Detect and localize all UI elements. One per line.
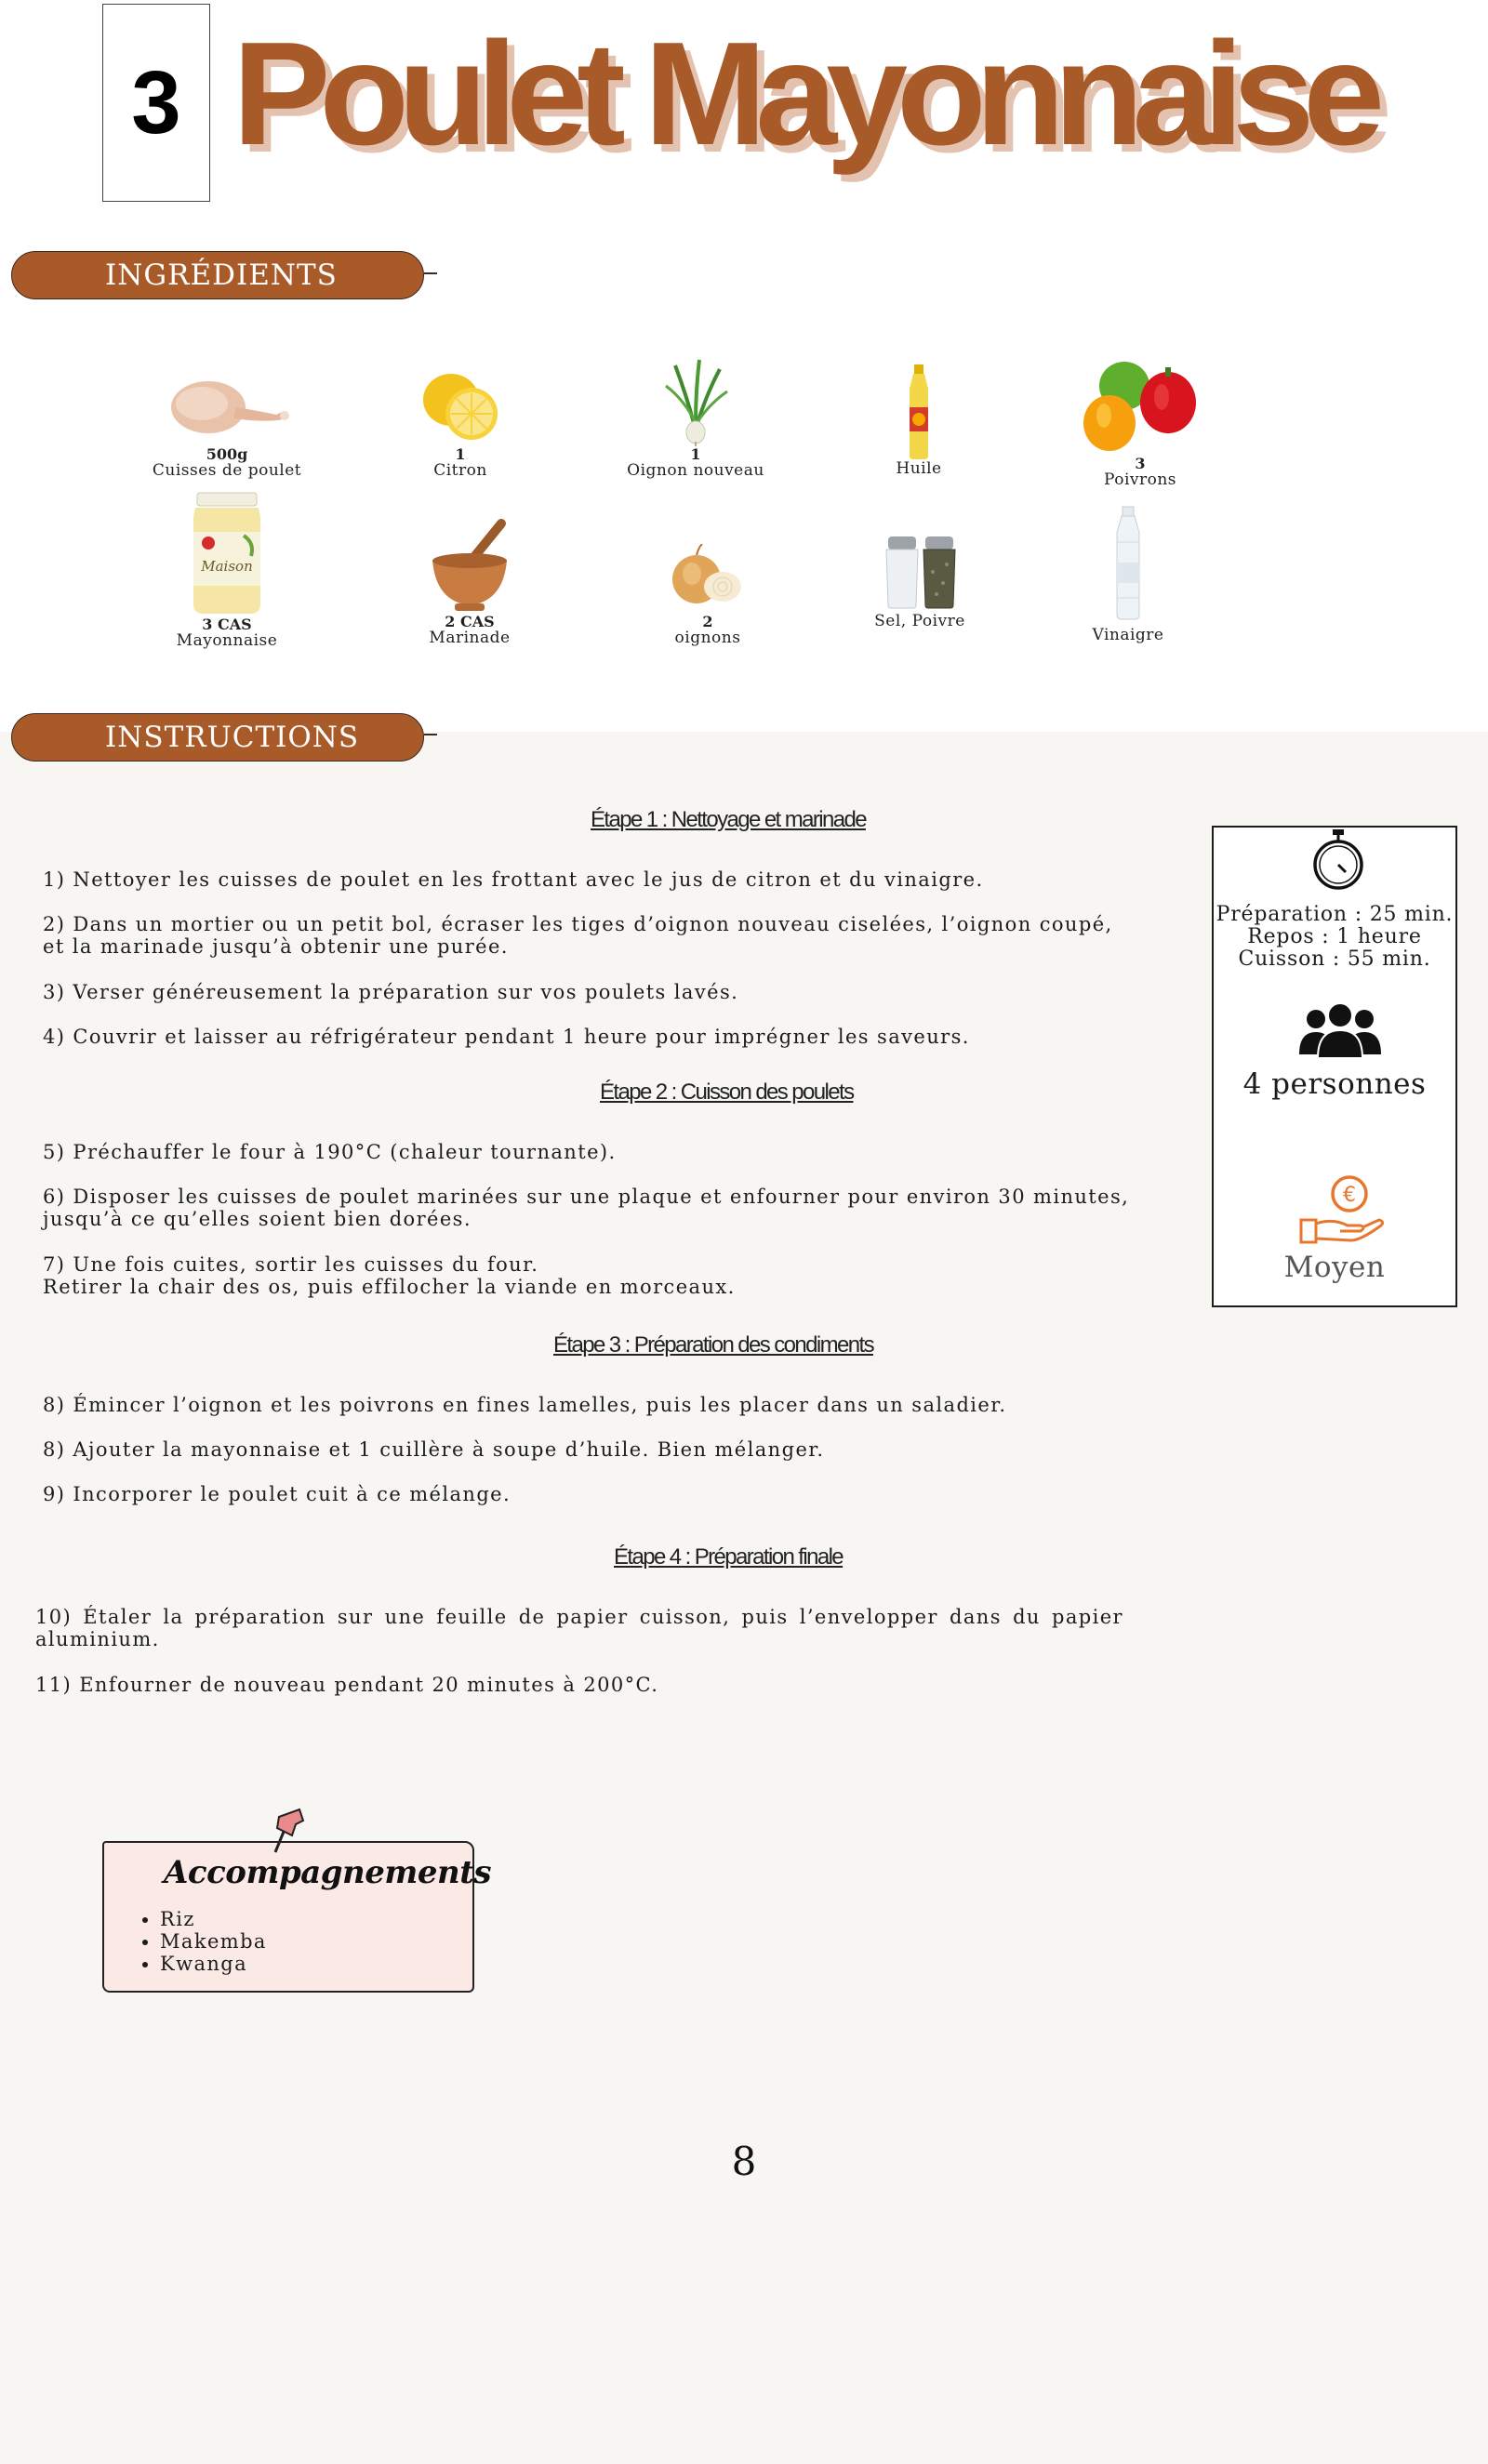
side-item: • Riz [160,1908,267,1930]
servings: 4 personnes [1242,1067,1427,1101]
euro-hand-icon [1295,1173,1388,1248]
step-3-heading: Étape 3 : Préparation des condiments [553,1332,873,1358]
sides-title: Accompagnements [164,1854,492,1891]
instruction-paragraph: 1) Nettoyer les cuisses de poulet en les frottant avec le jus de citron et du vinaigre. [43,868,984,891]
prep-time: Préparation : 25 min. [1216,903,1454,926]
ingredient-qty: 3 CAS [202,616,252,633]
instruction-paragraph: 6) Disposer les cuisses de poulet marinées sur une plaque et enfourner pour environ 30 minutes, jusqu’à ce qu’elles soient bien dorées. [43,1186,1130,1230]
ingredient-label: Poivrons [1103,470,1177,489]
instruction-paragraph: 2) Dans un mortier ou un petit bol, écraser les tiges d’oignon nouveau ciselées, l’oignon coupé, et la marinade jusqu’à obtenir une purée. [43,913,1113,958]
ingredient-label: Cuisses de poulet [152,461,302,480]
ingredients-header [11,251,424,299]
sides-list [130,1908,267,1975]
people-icon [1297,1002,1383,1060]
instruction-paragraph: 5) Préchauffer le four à 190°C (chaleur tournante). [43,1141,617,1163]
cook-time: Cuisson : 55 min. [1238,947,1431,971]
instruction-paragraph: 8) Ajouter la mayonnaise et 1 cuillère à soupe d’huile. Bien mélanger. [43,1438,825,1461]
svg-text:€: € [1343,1184,1356,1207]
ingredient-label: Oignon nouveau [627,461,764,480]
ingredient-marinade [358,516,581,647]
step-1-heading: Étape 1 : Nettoyage et marinade [591,807,866,832]
ingredient-qty: 3 [1135,455,1146,472]
ingredient-peppers [1029,358,1252,489]
instruction-paragraph: 7) Une fois cuites, sortir les cuisses du four. Retirer la chair des os, puis effilocher la viande en morceaux. [43,1253,736,1298]
mortar-pestle-icon [423,516,516,614]
ingredient-vinegar [1016,505,1240,644]
ingredient-label: Mayonnaise [176,631,278,650]
info-times [1214,904,1455,971]
instruction-paragraph: 9) Incorporer le poulet cuit à ce mélange. [43,1483,512,1505]
salt-pepper-icon [873,535,966,609]
ingredient-label: Citron [433,461,487,480]
instructions-header [11,713,424,762]
oil-bottle-icon [900,363,937,460]
rest-time: Repos : 1 heure [1247,925,1422,948]
instruction-paragraph: 4) Couvrir et laisser au réfrigérateur pendant 1 heure pour imprégner les saveurs. [43,1026,970,1048]
ingredient-label: Huile [896,459,942,478]
onions-icon [661,544,754,614]
side-item: • Makemba [160,1930,267,1953]
ingredient-oil [807,363,1030,478]
spring-onion-icon [658,358,733,446]
pushpin-icon [272,1804,309,1856]
ingredient-label: oignons [674,629,741,647]
ingredient-onions [596,544,819,647]
instruction-paragraph: 3) Verser généreusement la préparation sur vos poulets lavés. [43,981,739,1003]
instructions-header-label: INSTRUCTIONS [105,721,360,754]
instruction-paragraph: 8) Émincer l’oignon et les poivrons en fines lamelles, puis les placer dans un saladier. [43,1394,1007,1416]
step-2-heading: Étape 2 : Cuisson des poulets [600,1080,854,1105]
ingredient-label: Marinade [429,629,511,647]
stopwatch-icon [1312,828,1364,893]
vinegar-bottle-icon [1108,505,1149,621]
instruction-paragraph: 10) Étaler la préparation sur une feuille de papier cuisson, puis l’envelopper dans du papier aluminium. [35,1606,1123,1650]
difficulty: Moyen [1283,1251,1386,1284]
ingredient-mayonnaise [115,491,339,650]
side-item: • Kwanga [160,1953,267,1975]
recipe-title: Poulet Mayonnaise [232,12,1375,176]
ingredient-qty: 2 [702,613,713,630]
ingredient-qty: 1 [455,445,466,463]
step-4-heading: Étape 4 : Préparation finale [614,1544,844,1570]
chicken-thigh-icon [157,363,297,446]
ingredient-label: Sel, Poivre [874,612,965,630]
ingredient-qty: 500g [206,445,248,463]
instruction-paragraph: 11) Enfourner de nouveau pendant 20 minutes à 200°C. [35,1674,659,1696]
ingredient-lemon [349,363,572,480]
ingredient-label: Vinaigre [1092,626,1164,644]
recipe-number-box [102,4,210,202]
ingredient-spring-onion [584,358,807,480]
jar-label: Maison [201,558,253,575]
recipe-info-box [1212,826,1457,1307]
lemon-icon [405,363,516,446]
page-number: 8 [731,2139,757,2184]
ingredients-header-rule [424,272,437,274]
ingredient-chicken [115,363,339,480]
recipe-number: 3 [131,52,181,152]
ingredients-header-label: INGRÉDIENTS [105,258,338,292]
ingredient-qty: 1 [690,445,701,463]
sides-note [102,1841,492,1993]
ingredient-qty: 2 CAS [445,613,495,630]
ingredient-salt-pepper [808,535,1031,630]
instructions-header-rule [424,734,437,735]
mayonnaise-jar-icon [190,491,264,616]
bell-peppers-icon [1080,358,1201,456]
